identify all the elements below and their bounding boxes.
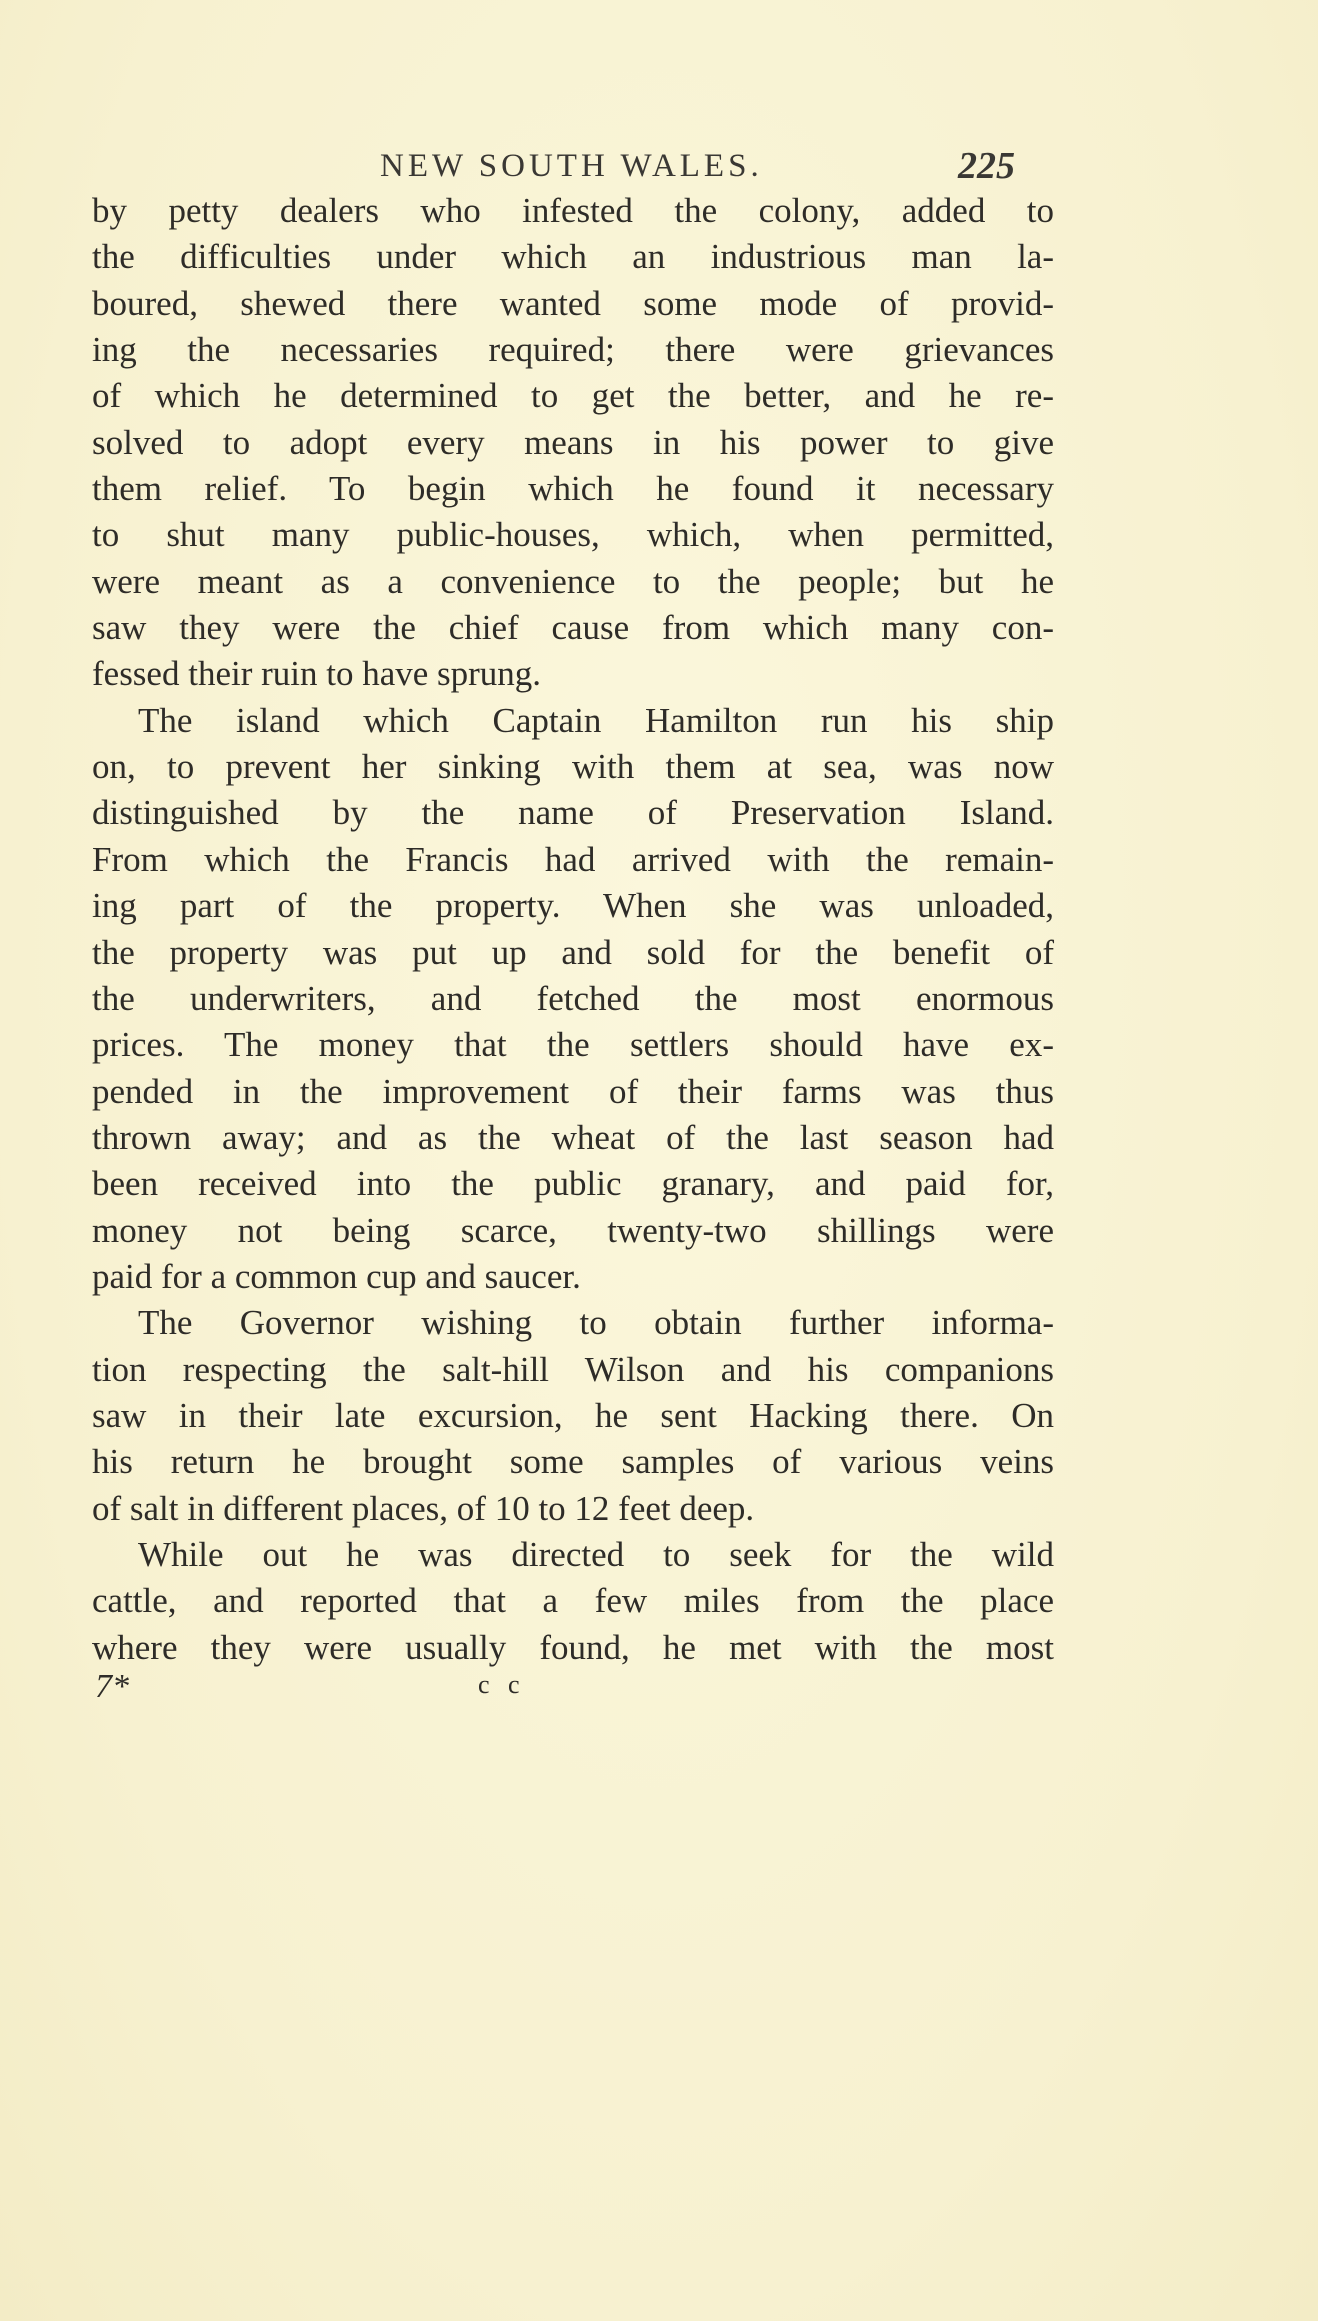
- running-title: NEW SOUTH WALES.: [380, 148, 763, 184]
- text-line: cattle, and reported that a few miles from the place: [92, 1581, 1054, 1621]
- paragraph: [92, 1532, 1054, 1671]
- text-line: paid for a common cup and saucer.: [92, 1256, 581, 1296]
- paragraph: [92, 1300, 1054, 1532]
- text-line: where they were usually found, he met with the most: [92, 1627, 1054, 1667]
- text-line: tion respecting the salt-hill Wilson and his companions: [92, 1349, 1054, 1389]
- text-line: them relief. To begin which he found it necessary: [92, 469, 1054, 509]
- text-line: boured, shewed there wanted some mode of provid-: [92, 283, 1054, 323]
- text-line: prices. The money that the settlers should have ex-: [92, 1025, 1054, 1065]
- text-line: money not being scarce, twenty-two shillings were: [92, 1210, 1054, 1250]
- text-line: of salt in different places, of 10 to 12 feet deep.: [92, 1488, 755, 1528]
- text-line: ing the necessaries required; there were grievances: [92, 330, 1054, 370]
- text-line: pended in the improvement of their farms was thus: [92, 1071, 1054, 1111]
- text-line: thrown away; and as the wheat of the last season had: [92, 1117, 1054, 1157]
- text-line: were meant as a convenience to the people; but he: [92, 561, 1054, 601]
- text-line: fessed their ruin to have sprung.: [92, 654, 542, 694]
- paragraph: [92, 188, 1054, 698]
- text-line: ing part of the property. When she was unloaded,: [92, 886, 1054, 926]
- text-line: to shut many public-houses, which, when permitted,: [92, 515, 1054, 555]
- text-line: saw they were the chief cause from which many con-: [92, 608, 1054, 648]
- text-line: The Governor wishing to obtain further informa-: [138, 1303, 1054, 1343]
- text-line: the difficulties under which an industrious man la-: [92, 237, 1054, 277]
- text-line: been received into the public granary, and paid for,: [92, 1164, 1054, 1204]
- text-line: his return he brought some samples of various veins: [92, 1442, 1054, 1482]
- signature-mark: 7*: [95, 1668, 129, 1705]
- text-line: distinguished by the name of Preservation Island.: [92, 793, 1054, 833]
- text-line: saw in their late excursion, he sent Hacking there. On: [92, 1395, 1054, 1435]
- text-line: From which the Francis had arrived with the remain-: [92, 839, 1054, 879]
- text-line: While out he was directed to seek for the wild: [138, 1534, 1054, 1574]
- paragraph: [92, 698, 1054, 1300]
- text-line: the property was put up and sold for the benefit of: [92, 932, 1054, 972]
- gathering-mark: c c: [478, 1670, 526, 1699]
- page-header: [0, 136, 1318, 196]
- text-line: by petty dealers who infested the colony, added to: [92, 191, 1054, 230]
- page-number: 225: [958, 145, 1015, 187]
- text-line: on, to prevent her sinking with them at sea, was now: [92, 747, 1054, 787]
- text-line: of which he determined to get the better, and he re-: [92, 376, 1054, 416]
- body-text: [92, 188, 1054, 1671]
- text-line: solved to adopt every means in his power to give: [92, 422, 1054, 462]
- page-footer: [0, 1668, 1318, 1718]
- text-line: The island which Captain Hamilton run his ship: [138, 700, 1054, 740]
- text-line: the underwriters, and fetched the most enormous: [92, 978, 1054, 1018]
